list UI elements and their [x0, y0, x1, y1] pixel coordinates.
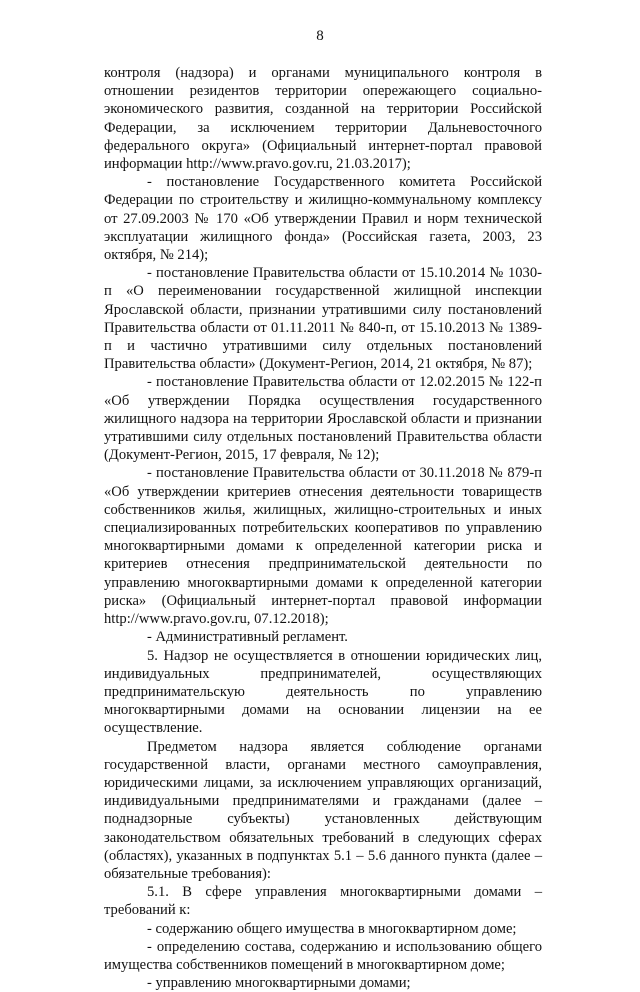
page-number: 8 [316, 28, 324, 44]
paragraph: - постановление Правительства области от 30.11.2018 № 879-п «Об утверждении критериев отнесения деятельности товариществ собственников жилья, жилищных, жилищно-строительных и иных специализированных потребительских кооперативов по управлению многоквартирными домами к определенной категории риска и критериев отнесения предпринимательской деятельности по управлению многоквартирными домами к определенной категории риска» (Официальный интернет-портал правовой информации http://www.pravo.gov.ru, 07.12.2018); [104, 465, 542, 628]
paragraph: - содержанию общего имущества в многоквартирном доме; [147, 920, 517, 937]
paragraph: контроля (надзора) и органами муниципального контроля в отношении резидентов территории опережающего социально-экономического развития, созданной на территории Российской Федерации, за исключением территории Дальневосточного федерального округа» (Официальный интернет-портал правовой информации http://www.pravo.gov.ru, 21.03.2017); [104, 65, 542, 173]
paragraph: - Административный регламент. [147, 629, 348, 646]
paragraph: - управлению многоквартирными домами; [147, 975, 411, 992]
paragraph: 5.1. В сфере управления многоквартирными домами – требований к: [104, 884, 542, 919]
paragraph: - постановление Государственного комитета Российской Федерации по строительству и жилищно-коммунальному комплексу от 27.09.2003 № 170 «Об утверждении Правил и норм технической эксплуатации жилищного фонда» (Российская газета, 2003, 23 октября, № 214); [104, 174, 542, 264]
paragraph: - определению состава, содержанию и использованию общего имущества собственников помещений в многоквартирном доме; [104, 938, 542, 973]
paragraph: 5. Надзор не осуществляется в отношении юридических лиц, индивидуальных предпринимателей, осуществляющих предпринимательскую деятельность по управлению многоквартирными домами на основании лицензии на ее осуществление. [104, 647, 542, 737]
document-body [104, 64, 542, 992]
paragraph: - постановление Правительства области от 15.10.2014 № 1030-п «О переименовании государственной жилищной инспекции Ярославской области, признании утратившими силу постановлений Правительства области от 01.11.2011 № 840-п, от 15.10.2013 № 1389-п и частично утратившими силу отдельных постановлений Правительства области» (Документ-Регион, 2014, 21 октября, № 87); [104, 265, 542, 373]
paragraph: Предметом надзора является соблюдение органами государственной власти, органами местного самоуправления, юридическими лицами, за исключением управляющих организаций, индивидуальными предпринимателями и гражданами (далее – поднадзорные субъекты) установленных действующим законодательством обязательных требований в следующих сферах (областях), указанных в подпунктах 5.1 – 5.6 данного пункта (далее – обязательные требования): [104, 738, 542, 882]
paragraph: - постановление Правительства области от 12.02.2015 № 122-п «Об утверждении Порядка осуществления государственного жилищного надзора на территории Ярославской области и признании утратившими силу отдельных постановлений Правительства области (Документ-Регион, 2015, 17 февраля, № 12); [104, 374, 542, 464]
